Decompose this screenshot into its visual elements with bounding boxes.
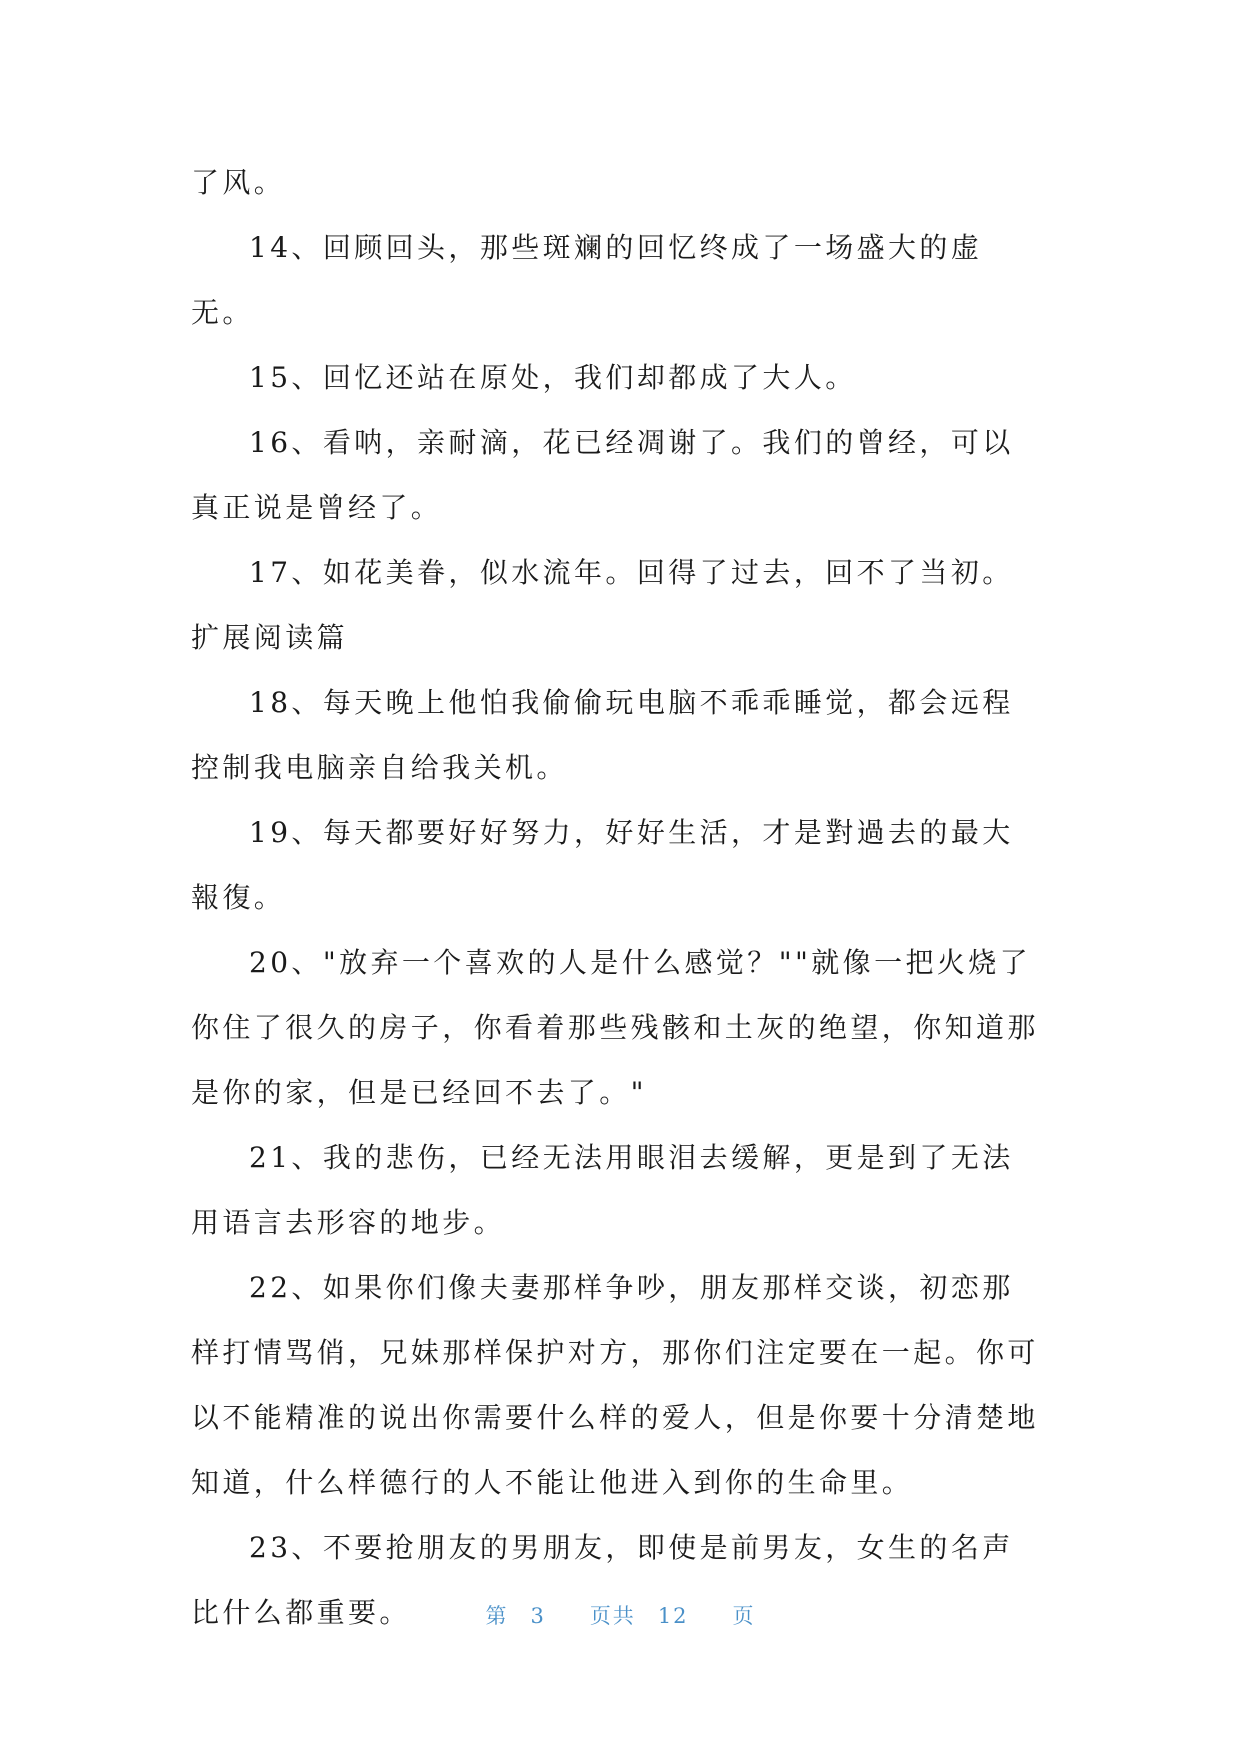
paragraph: 22、如果你们像夫妻那样争吵，朋友那样交谈，初恋那样打情骂俏，兄妹那样保护对方，那你们注定要在一起。你可以不能精准的说出你需要什么样的爱人，但是你要十分清楚地知道，什么样德行的人不能让他进入到你的生命里。	[191, 1271, 1039, 1499]
paragraph: 15、回忆还站在原处，我们却都成了大人。	[249, 361, 857, 394]
paragraph: 了风。	[191, 166, 286, 199]
footer-page-number: 3	[530, 1604, 546, 1628]
paragraph: 20、"放弃一个喜欢的人是什么感觉？""就像一把火烧了你住了很久的房子，你看着那些残骸和土灰的绝望，你知道那是你的家，但是已经回不去了。"	[191, 946, 1039, 1109]
paragraph: 18、每天晚上他怕我偷偷玩电脑不乖乖睡觉，都会远程控制我电脑亲自给我关机。	[191, 686, 1014, 784]
paragraph: 14、回顾回头，那些斑斓的回忆终成了一场盛大的虚无。	[191, 231, 983, 329]
paragraph: 19、每天都要好好努力，好好生活，才是對過去的最大報復。	[191, 816, 1014, 914]
paragraph: 21、我的悲伤，已经无法用眼泪去缓解，更是到了无法用语言去形容的地步。	[191, 1141, 1014, 1239]
paragraph: 16、看呐，亲耐滴，花已经凋谢了。我们的曾经，可以真正说是曾经了。	[191, 426, 1014, 524]
footer-label-ye-gong: 页共	[589, 1604, 636, 1628]
footer-label-ye: 页	[732, 1604, 756, 1628]
paragraph: 17、如花美眷，似水流年。回得了过去，回不了当初。扩展阅读篇	[191, 556, 1014, 654]
page-footer	[0, 1600, 1241, 1630]
footer-total-pages: 12	[657, 1604, 689, 1628]
document-body	[191, 150, 1041, 1645]
footer-label-di: 第	[485, 1604, 509, 1628]
paragraph: 23、不要抢朋友的男朋友，即使是前男友，女生的名声比什么都重要。	[191, 1531, 1014, 1629]
